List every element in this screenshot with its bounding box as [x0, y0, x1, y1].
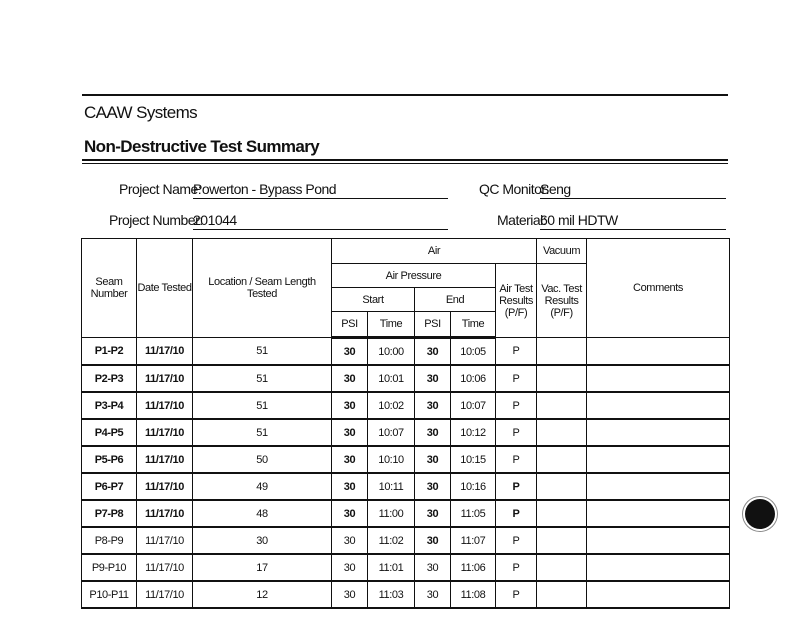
time-start-cell: 10:07: [368, 419, 415, 446]
date-cell: 11/17/10: [137, 419, 193, 446]
psi-end-cell: 30: [415, 392, 451, 419]
air-result-cell: P: [496, 473, 537, 500]
length-cell: 51: [193, 338, 332, 366]
table-row: [82, 554, 730, 581]
header-vacuum: Vacuum: [537, 239, 587, 264]
time-end-cell: 10:16: [451, 473, 496, 500]
header-location: Location / Seam Length Tested: [193, 239, 332, 338]
psi-start-cell: 30: [332, 554, 368, 581]
comments-cell: [587, 554, 730, 581]
time-end-cell: 10:12: [451, 419, 496, 446]
top-rule: [82, 94, 728, 96]
time-end-cell: 11:06: [451, 554, 496, 581]
company-name: CAAW Systems: [84, 103, 198, 122]
date-cell: 11/17/10: [137, 500, 193, 527]
seam-number-cell: P8-P9: [82, 527, 137, 554]
time-end-cell: 10:15: [451, 446, 496, 473]
date-cell: 11/17/10: [137, 446, 193, 473]
time-end-cell: 10:06: [451, 365, 496, 392]
header-air: Air: [332, 239, 537, 264]
psi-start-cell: 30: [332, 446, 368, 473]
seam-number-cell: P7-P8: [82, 500, 137, 527]
psi-start-cell: 30: [332, 365, 368, 392]
comments-cell: [587, 446, 730, 473]
air-result-cell: P: [496, 554, 537, 581]
seam-number-cell: P5-P6: [82, 446, 137, 473]
project-number-value: 201044: [193, 212, 448, 230]
seam-number-cell: P2-P3: [82, 365, 137, 392]
air-result-cell: P: [496, 581, 537, 608]
table-row: [82, 581, 730, 608]
time-start-cell: 10:11: [368, 473, 415, 500]
psi-start-cell: 30: [332, 338, 368, 366]
seam-number-cell: P10-P11: [82, 581, 137, 608]
material-value: 60 mil HDTW: [540, 212, 726, 230]
seam-number-cell: P9-P10: [82, 554, 137, 581]
test-summary-table: [81, 238, 730, 609]
time-end-cell: 11:05: [451, 500, 496, 527]
psi-end-cell: 30: [415, 365, 451, 392]
header-comments: Comments: [587, 239, 730, 338]
length-cell: 12: [193, 581, 332, 608]
vac-result-cell: [537, 500, 587, 527]
psi-end-cell: 30: [415, 338, 451, 366]
time-end-cell: 10:07: [451, 392, 496, 419]
table-row: [82, 446, 730, 473]
vac-result-cell: [537, 365, 587, 392]
table-row: [82, 500, 730, 527]
qc-monitor-label: QC Monitor:: [479, 181, 549, 197]
psi-end-cell: 30: [415, 446, 451, 473]
vac-result-cell: [537, 581, 587, 608]
time-end-cell: 11:07: [451, 527, 496, 554]
header-air-test-results: Air Test Results (P/F): [496, 264, 537, 338]
air-result-cell: P: [496, 500, 537, 527]
header-time-end: Time: [451, 312, 496, 338]
psi-end-cell: 30: [415, 527, 451, 554]
length-cell: 30: [193, 527, 332, 554]
header-psi-end: PSI: [415, 312, 451, 338]
comments-cell: [587, 365, 730, 392]
header-date-tested: Date Tested: [137, 239, 193, 338]
length-cell: 51: [193, 419, 332, 446]
vac-result-cell: [537, 338, 587, 366]
comments-cell: [587, 527, 730, 554]
qc-monitor-value: Seng: [540, 181, 726, 199]
header-air-pressure: Air Pressure: [332, 264, 496, 288]
comments-cell: [587, 392, 730, 419]
psi-start-cell: 30: [332, 500, 368, 527]
date-cell: 11/17/10: [137, 365, 193, 392]
time-start-cell: 11:02: [368, 527, 415, 554]
air-result-cell: P: [496, 338, 537, 366]
vac-result-cell: [537, 554, 587, 581]
length-cell: 48: [193, 500, 332, 527]
vac-result-cell: [537, 473, 587, 500]
comments-cell: [587, 338, 730, 366]
title-rule: [82, 159, 728, 161]
psi-start-cell: 30: [332, 473, 368, 500]
time-start-cell: 10:02: [368, 392, 415, 419]
material-label: Material:: [497, 212, 547, 228]
vac-result-cell: [537, 446, 587, 473]
time-end-cell: 11:08: [451, 581, 496, 608]
table-row: [82, 527, 730, 554]
length-cell: 51: [193, 392, 332, 419]
length-cell: 51: [193, 365, 332, 392]
psi-start-cell: 30: [332, 419, 368, 446]
comments-cell: [587, 473, 730, 500]
time-start-cell: 11:03: [368, 581, 415, 608]
time-start-cell: 11:01: [368, 554, 415, 581]
header-vac-test-results: Vac. Test Results (P/F): [537, 264, 587, 338]
comments-cell: [587, 419, 730, 446]
table-row: [82, 473, 730, 500]
length-cell: 17: [193, 554, 332, 581]
project-name-value: Powerton - Bypass Pond: [193, 181, 448, 199]
comments-cell: [587, 581, 730, 608]
time-start-cell: 10:10: [368, 446, 415, 473]
hole-punch-mark: [745, 499, 775, 529]
date-cell: 11/17/10: [137, 581, 193, 608]
time-start-cell: 11:00: [368, 500, 415, 527]
vac-result-cell: [537, 392, 587, 419]
header-seam-number: Seam Number: [82, 239, 137, 338]
psi-end-cell: 30: [415, 581, 451, 608]
seam-number-cell: P4-P5: [82, 419, 137, 446]
date-cell: 11/17/10: [137, 392, 193, 419]
table-row: [82, 338, 730, 366]
time-start-cell: 10:01: [368, 365, 415, 392]
table-row: [82, 392, 730, 419]
table-row: [82, 419, 730, 446]
air-result-cell: P: [496, 419, 537, 446]
air-result-cell: P: [496, 446, 537, 473]
report-title: Non-Destructive Test Summary: [84, 137, 320, 156]
vac-result-cell: [537, 527, 587, 554]
comments-cell: [587, 500, 730, 527]
vac-result-cell: [537, 419, 587, 446]
date-cell: 11/17/10: [137, 473, 193, 500]
psi-end-cell: 30: [415, 473, 451, 500]
time-start-cell: 10:00: [368, 338, 415, 366]
length-cell: 50: [193, 446, 332, 473]
date-cell: 11/17/10: [137, 338, 193, 366]
seam-number-cell: P6-P7: [82, 473, 137, 500]
seam-number-cell: P1-P2: [82, 338, 137, 366]
time-end-cell: 10:05: [451, 338, 496, 366]
date-cell: 11/17/10: [137, 554, 193, 581]
table-row: [82, 365, 730, 392]
air-result-cell: P: [496, 392, 537, 419]
header-start: Start: [332, 288, 415, 312]
air-result-cell: P: [496, 365, 537, 392]
length-cell: 49: [193, 473, 332, 500]
header-time-start: Time: [368, 312, 415, 338]
header-end: End: [415, 288, 496, 312]
psi-end-cell: 30: [415, 419, 451, 446]
psi-start-cell: 30: [332, 392, 368, 419]
title-rule-thin: [82, 163, 728, 164]
psi-end-cell: 30: [415, 554, 451, 581]
psi-end-cell: 30: [415, 500, 451, 527]
project-name-label: Project Name:: [119, 181, 202, 197]
psi-start-cell: 30: [332, 581, 368, 608]
project-number-label: Project Number:: [109, 212, 203, 228]
date-cell: 11/17/10: [137, 527, 193, 554]
seam-number-cell: P3-P4: [82, 392, 137, 419]
header-psi-start: PSI: [332, 312, 368, 338]
psi-start-cell: 30: [332, 527, 368, 554]
air-result-cell: P: [496, 527, 537, 554]
